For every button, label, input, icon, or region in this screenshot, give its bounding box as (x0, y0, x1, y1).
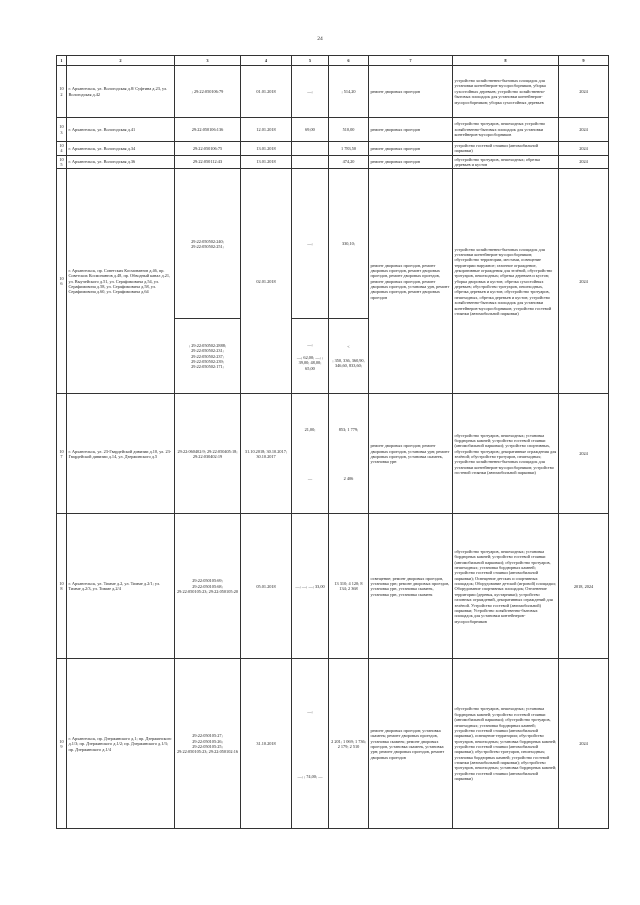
area-cell (292, 394, 329, 514)
improvement-cell: обустройство тротуаров, пешеходных устройство хозяйственно-бытовых площадок для установки контейнеров-мусоросборников (453, 118, 559, 142)
area-bottom: —; 62,00; —; ; 39,00; 48,00; 65,00 (296, 355, 324, 371)
cadastre-cell: 29:22:050112:43 (175, 155, 241, 169)
improvement-cell: обустройство тротуаров, пешеходных; обрезка деревьев и кустов (453, 155, 559, 169)
area-top: 21,00; (304, 426, 316, 432)
area-cell (292, 659, 329, 829)
address-cell: г. Архангельск, ул. Вологодская д.41 (67, 118, 175, 142)
work-cell: ремонт дворовых проездов; ремонт дворовых проездов, установка урн; ремонт дворовых проездов, установка скамеек, установка урн (369, 394, 453, 514)
col-header: 3 (175, 56, 241, 66)
date-cell: 13.01.2018 (241, 142, 292, 156)
area-bottom: —; ; 74,00; — (297, 773, 323, 779)
table-row (57, 659, 609, 829)
year-cell: 2024 (559, 169, 609, 394)
table-row (57, 155, 609, 169)
year-cell: 2024 (559, 659, 609, 829)
area-cell (292, 319, 329, 394)
work-cell: освещение; ремонт дворовых проездов, установка урн; ремонт дворовых проездов, установка урн, установка скамеек, установка урн, установка скамеек (369, 514, 453, 659)
area-bottom: — (307, 475, 313, 481)
register-table (56, 55, 609, 829)
cadastre-cell: 29:22:050105:69; 29:22:050105:68; 29:22:050105:23; 29:22:050105:20 (175, 514, 241, 659)
value-mid: < (347, 344, 350, 350)
area-top: —; (307, 708, 313, 714)
table-row (57, 394, 609, 514)
work-cell: ремонт дворовых проездов; установка скамеек; ремонт дворовых проездов, установка скамеек; ремонт дворовых проездов, установка скамеек, установка урн; ремонт дворовых проездов, ремонт дворовых проездов (369, 659, 453, 829)
year-cell: 2024 (559, 66, 609, 118)
area-cell: —; (292, 169, 329, 319)
date-cell: 12.01.2018 (241, 118, 292, 142)
address-cell: г. Архангельск, пр. Советских Космонавтов д.46, пр. Советских Космонавтов д.48, пр. Обводный канал д.21, ул. Выучейского д.51, ул. Серафимовича д.54, ул. Серафимовича д.58, ул. Серафимовича д.58, ул. Серафимовича д.60, ул. Серафимовича д.64 (67, 169, 175, 394)
work-cell: ремонт дворовых проездов (369, 66, 453, 118)
col-header: 9 (559, 56, 609, 66)
work-cell: ремонт дворовых проездов (369, 155, 453, 169)
value-cell: 13 310; 4 120; 8 134; 2 368 (329, 514, 369, 659)
address-cell: г. Архангельск, ул. Вологодская д.8/ Суфтина д.23, ул. Вологодская д.42 (67, 66, 175, 118)
row-number: 108 (57, 514, 67, 659)
row-number: 104 (57, 142, 67, 156)
row-number: 106 (57, 169, 67, 394)
address-cell: г. Архангельск, ул. 23-Гвардейской дивизии д.10, ул. 23-Гвардейской дивизии д.14, ул. Дзержинского д.5 (67, 394, 175, 514)
value-cell: 474,20 (329, 155, 369, 169)
value-cell: 330,10; (329, 169, 369, 319)
table-row (57, 142, 609, 156)
work-cell: ремонт дворовых проездов (369, 142, 453, 156)
improvement-cell: устройство хозяйственно-бытовых площадок для установки контейнеров-мусоросборников, уборка сухостойных деревьев; устройство хозяйственно-бытовых площадок для установки контейнеров-мусоросборников; уборка сухостойных деревьев (453, 66, 559, 118)
year-cell: 2024 (559, 394, 609, 514)
area-mid: —; (307, 341, 313, 347)
value-cell: ; 514,20 (329, 66, 369, 118)
table-row (57, 66, 609, 118)
work-cell: ремонт дворовых проездов (369, 118, 453, 142)
cadastre-cell: ; 29:22:050502:2888; 29:22:050502:231; 29:22:050502:237; 29:22:050502:239; 29:22:050502:171; (175, 319, 241, 394)
date-cell: 02.01.2018 (241, 169, 292, 394)
area-cell: —; —; —; 33,00 (292, 514, 329, 659)
col-header: 8 (453, 56, 559, 66)
row-number: 102 (57, 66, 67, 118)
value-cell (329, 319, 369, 394)
address-cell: г. Архангельск, ул. Вологодская д.36 (67, 155, 175, 169)
date-cell: 31.10.2018; 30.10.2017; 30.10.2017 (241, 394, 292, 514)
value-cell (329, 394, 369, 514)
col-header: 4 (241, 56, 292, 66)
address-cell: г. Архангельск, ул. Вологодская д.34 (67, 142, 175, 156)
row-number: 105 (57, 155, 67, 169)
col-header: 5 (292, 56, 329, 66)
address-cell: г. Архангельск, ул. Тимме д.2, ул. Тимме д.2/1; ул. Тимме д.2/3, ул. Тимме д.2/4 (67, 514, 175, 659)
table-row (57, 514, 609, 659)
improvement-cell: устройство гостевой стоянки (автомобильной парковки) (453, 142, 559, 156)
row-number: 107 (57, 394, 67, 514)
value-cell: 2 201; 1 069; 1 736; 2 179; 2 510 (329, 659, 369, 829)
year-cell: 2018, 2024 (559, 514, 609, 659)
date-cell: 01.01.2018 (241, 66, 292, 118)
value-top: 853; 1 779; (338, 426, 359, 432)
col-header: 7 (369, 56, 453, 66)
row-number: 103 (57, 118, 67, 142)
header-row (57, 56, 609, 66)
year-cell: 2024 (559, 155, 609, 169)
area-cell: —; (292, 66, 329, 118)
improvement-cell: обустройство тротуаров, пешеходных; установка бордюрных камней; устройство гостевой стоянки (автомобильной парковки); устройство спортивных, обустройство тротуаров; декоративные ограждения для зелёной; обустройство тротуаров, пешеходных; устройство хозяйственно-бытовых площадок для установки контейнеров-мусоросборников; устройство гостевой стоянки (автомобильной парковки) (453, 394, 559, 514)
address-cell: г. Архангельск, пр. Дзержинского д.1; пр. Дзержинского д.1/3; пр. Дзержинского д.1/2; пр. Дзержинского д.1/3; пр. Дзержинского д.1/4 (67, 659, 175, 829)
year-cell: 2024 (559, 142, 609, 156)
col-header: 1 (57, 56, 67, 66)
date-cell: 31.10.2018 (241, 659, 292, 829)
col-header: 6 (329, 56, 369, 66)
improvement-cell: обустройство тротуаров, пешеходных; установка бордюрных камней; устройство гостевой стоянки (автомобильной парковки); обустройство тротуаров, пешеходных; установка бордюрных камней; устройство гостевой стоянки (автомобильной парковки); Освещение детских и спортивных площадок; Оборудование детской (игровой) площадки; Оборудование спортивных площадок; Озеленение территории (деревья, кустарники); устройство газонных ограждений, декоративных ограждений для зелёной. Устройство гостевой (автомобильной) парковки; Устройство хозяйственно-бытовых площадок для установки контейнеров-мусоросборников (453, 514, 559, 659)
value-cell: 1 783,50 (329, 142, 369, 156)
value-cell: 510,00 (329, 118, 369, 142)
work-cell: ремонт дворовых проездов, ремонт дворовых проездов, ремонт дворовых проездов, ремонт дворовых проездов, ремонт дворовых проездов, ремонт дворовых проездов, установка урн, ремонт дворовых проездов, ремонт дворовых проездов (369, 169, 453, 394)
page-number: 24 (317, 36, 323, 42)
cadastre-cell: 29:22:050106:136 (175, 118, 241, 142)
cadastre-cell: 29:22:060402:9; 29:22:050405:18; 29:22:030402:19 (175, 394, 241, 514)
value-bottom: ; 350, 336, 360,90, 346,60, 833,60; (332, 357, 365, 369)
date-cell: 13.01.2018 (241, 155, 292, 169)
improvement-cell: устройство хозяйственно-бытовых площадок для установки контейнеров-мусоросборников; обустройство территории, местами, освещение территории наружное; газонное ограждение, декоративные ограждения для зелёной, обустройство тротуаров, пешеходных; обрезка деревьев и кустов; уборка дворовых и кустов; обрезка сухостойных деревьев; обустройство тротуаров, пешеходных, обрезка деревьев и кустов; обустройство тротуаров, пешеходных, обрезка деревьев и кустов; устройство хозяйственно-бытовых площадок для установки контейнеров-мусоросборников; устройство гостевой стоянки (автомобильной парковки) (453, 169, 559, 394)
year-cell: 2024 (559, 118, 609, 142)
table-row (57, 169, 609, 319)
row-number: 109 (57, 659, 67, 829)
col-header: 2 (67, 56, 175, 66)
cadastre-cell: 29:22:050105:27; 29:22:050105:26; 29:22:050105:25; 29:22:050105:23; 29:22:050102:16 (175, 659, 241, 829)
area-cell: 69,00 (292, 118, 329, 142)
cadastre-cell: 29:22:050106:75 (175, 142, 241, 156)
improvement-cell: обустройство тротуаров, пешеходных; установка бордюрных камней; устройство гостевой стоянки (автомобильной парковки); обустройство тротуаров, пешеходных; установка бордюрных камней; устройство гостевой стоянки (автомобильной парковки), освещение территории; обустройство тротуаров, пешеходных; установка бордюрных камней; устройство гостевой стоянки (автомобильной парковки); обустройство тротуаров, пешеходных; установка бордюрных камней; устройство гостевой стоянки (автомобильной парковки); обустройство тротуаров, пешеходных; установка бордюрных камней; устройство гостевой стоянки (автомобильной парковки) (453, 659, 559, 829)
table-row (57, 118, 609, 142)
cadastre-cell: ; 29:22:050106:79 (175, 66, 241, 118)
date-cell: 05.01.2018 (241, 514, 292, 659)
area-cell (292, 155, 329, 169)
cadastre-cell: 29:22:050502:240; 29:22:050502:251; (175, 169, 241, 319)
area-cell (292, 142, 329, 156)
value-bottom: 2 406 (343, 475, 354, 481)
